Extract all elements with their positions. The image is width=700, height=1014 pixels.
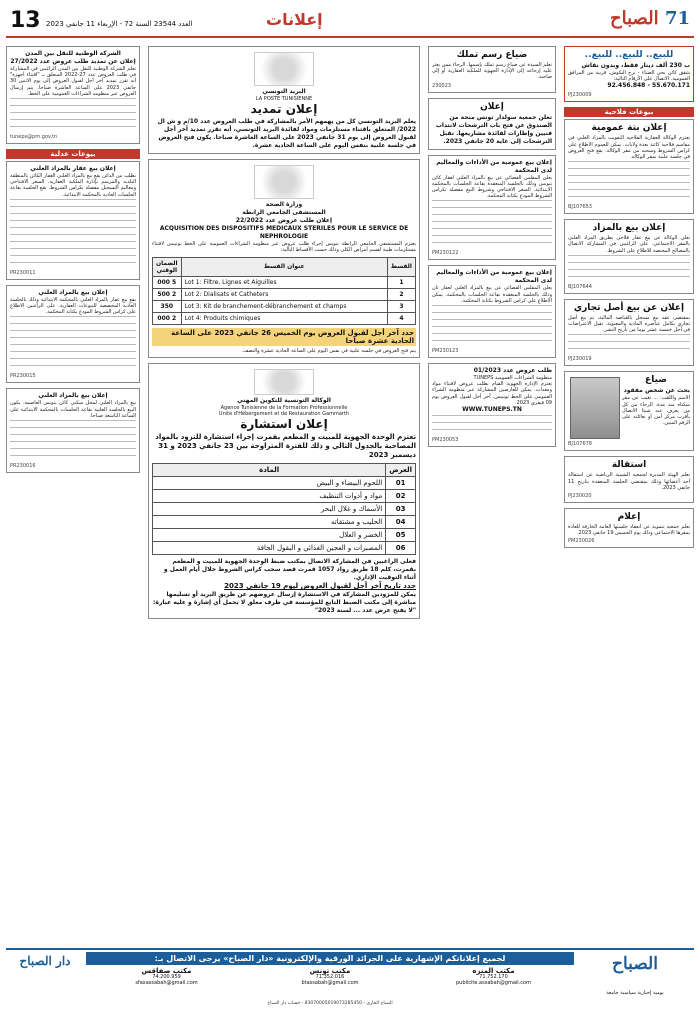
masthead-name: الصباح <box>610 8 659 29</box>
tourism-col-offer: العرض <box>386 464 416 477</box>
ad-judicial-3-title: إعلان بيع بالمزاد العلني <box>38 392 108 400</box>
ad-farm-1-title: إعلان بتة عمومية <box>591 123 667 134</box>
column-1 <box>564 46 694 553</box>
table-row: 05 الخضر و الغلال <box>153 529 416 542</box>
ministry-body: يعتزم المستشفى الجامعي الرابطة بتونس إجراء طلب عروض عبر منظومة الشراءات العمومية على الخط تونيبس لاقتناء مستلزمات طبية لقسم أمراض الكلى وذلك حسب الأقساط التالية: <box>152 241 416 254</box>
ad-notice-body: تعلم جمعية تنموية عن انعقاد جلستها العامة الخارقة للعادة بمقرها الاجتماعي وذلك يوم الخميس 19 جانفي 2023. <box>568 524 690 537</box>
office-email: sfaxassabah@gmail.com <box>135 980 198 986</box>
ad-judicial-3-body: بيع بالمزاد العلني لمحل سكني كائن بتونس العاصمة. يكون البيع بالجلسة العلنية بقاعة الجلسات بالمحكمة الابتدائية على الساعة التاسعة صباحا. <box>10 400 136 419</box>
poste-org-fr: LA POSTE TUNISIENNE <box>255 96 313 102</box>
ad-farm-2-title: إعلان بيع بالمزاد <box>592 223 666 234</box>
tourism-deadline: حدد تاريخ آخر أجل لقبول العروض ليوم 19 جانفي 2023 <box>224 582 416 591</box>
atfp-logo <box>254 369 314 395</box>
republic-emblem <box>254 165 314 199</box>
ad-company-heading: إعلان عن تمديد طلب عروض عدد 27/2022 <box>10 58 136 65</box>
ad-resignation-ref: PJ230020 <box>568 493 592 500</box>
ad-judicial-3 <box>6 388 140 473</box>
office-tunis <box>249 968 410 986</box>
ad-auction-1-body: يعلن المقلس القضائي عن بيع بالمزاد العلني لعقار كائن بتونس وذلك بالجلسة المنعقدة بقاعة الجلسات بالمحكمة الابتدائية. السعر الافتتاحي وشروط البيع مفصلة بكراس الشروط المودع بكتابة المحكمة. <box>432 174 552 200</box>
tourism-org-fr: Agence Tunisienne de la Formation Professionnelle <box>220 404 348 411</box>
ad-judicial-2-body: يقع بيع عقار بالمزاد العلني بالمحكمة الابتدائية وذلك بالجلسة العادية المخصصة للبيوعات العقارية. على الراغبين الاطلاع على كراس الشروط المودع بكتابة المحكمة. <box>10 296 136 316</box>
ad-tender-body: تعتزم الإدارة الجهوية القيام بطلب عروض لاقتناء مواد ومعدات. يمكن للعارضين المشاركة عبر منظومة الشراء العمومي على الخط تونيبس. آخر أجل لقبول العروض يوم 09 فيفري 2023. <box>432 381 552 406</box>
office-sfax <box>86 968 247 986</box>
ad-sale-body: شقق كائن بحي الضياء - برج البكوش، قريبة من المرافق العمومية. الاتصال على الأرقام التالية: <box>568 70 690 83</box>
ad-association-body: تعلن جمعية سولدار تونس منحة من الصندوق عن فتح باب الترشحات لانتداب فنيين وإطارات لفائدة مشاريعها. تقبل الترشحات إلى غاية 20 جانفي 2023. <box>435 113 552 145</box>
poste-org-ar: البريد التونسي <box>262 88 306 95</box>
ad-notice-ref: PM230026 <box>568 538 595 545</box>
poste-logo <box>254 52 314 86</box>
ad-sale-ref: PJ230009 <box>568 92 592 99</box>
issue-meta: العدد 23544 السنة 72 - الإربعاء 11 جانفي 2023 <box>46 20 193 28</box>
ad-farm-2-ref: BJ107644 <box>568 283 592 290</box>
ad-farm-3-title: إعلان عن بيع أصل تجاري <box>573 302 685 313</box>
table-row: 3 Lot 3: Kit de branchement-débranchement et champs 350 <box>153 300 416 312</box>
ad-poste <box>148 46 420 154</box>
tourism-items-table <box>152 463 416 555</box>
ad-missing-subtitle: بحث عن شخص مفقود <box>623 387 690 395</box>
column-2 <box>428 46 556 452</box>
office-name: مكتب صفاقس <box>141 967 192 975</box>
ad-judicial-3-ref: PR230016 <box>10 463 36 470</box>
ad-company-title: الشركة الوطنية للنقل بين المدن <box>25 50 121 57</box>
footer-account: الصباح الجاري - 83070005019073285450 - حساب دار الصباح <box>267 1001 393 1006</box>
table-row: 03 الأسماك و غلال البحر <box>153 503 416 516</box>
ad-judicial-1-title: إعلان بيع عقار بالمزاد العلني <box>30 165 116 173</box>
ad-judicial-1 <box>6 161 140 280</box>
footer-logo-assabah: الصباح <box>612 954 658 974</box>
ad-judicial-1-ref: PR230011 <box>10 269 36 276</box>
page-footer <box>6 948 694 1006</box>
office-phone: 74.200.959 <box>152 974 181 980</box>
ministry-org: وزارة الصحة <box>265 201 303 209</box>
ad-auction-2 <box>428 265 556 358</box>
table-row: 02 مواد و أدوات التنظيف <box>153 490 416 503</box>
tourism-col-item: المادة <box>153 464 386 477</box>
section-title: إعلانات <box>266 10 323 29</box>
tourism-title: إعلان استشارة <box>240 417 328 432</box>
ad-farm-3-ref: PJ230019 <box>568 356 592 363</box>
office-phone: 71.352.016 <box>315 974 345 980</box>
tourism-org-ar: الوكالة التونسية للتكوين المهني <box>237 396 331 404</box>
page-number: 13 <box>10 8 41 33</box>
ad-auction-2-ref: PM230123 <box>432 348 459 355</box>
table-row: 01 اللحوم البيضاء و البيض <box>153 477 416 490</box>
ad-resignation-title: استقالة <box>611 460 647 471</box>
ad-tourism <box>148 363 420 619</box>
masthead-logo <box>610 8 690 29</box>
ad-notice <box>564 508 694 548</box>
ministry-subject-fr: ACQUISITION DES DISPOSITIFS MEDICAUX STERILES POUR LE SERVICE DE NEPHROLOGIE <box>159 225 409 241</box>
ad-farm-1-body: تعتزم الوكالة العقارية الفلاحية التفويت بالمزاد العلني في مقاسم فلاحية كائنة بعدة ولايات. يمكن للعموم الاطلاع على كراس الشروط وسحبه من مقر الوكالة. يقع فتح العروض في جلسة علنية بمقر الوكالة. <box>568 135 690 161</box>
ad-tender-heading: طلب عروض عدد 01/2023 <box>473 367 552 375</box>
ad-loss <box>428 46 556 93</box>
ad-resignation <box>564 456 694 503</box>
table-row: 1 Lot 1: Filtre, Lignes et Aiguilles 5 000 <box>153 276 416 288</box>
ad-tender-ref: PM230053 <box>432 437 459 444</box>
ad-tender <box>428 363 556 447</box>
lots-col-lot: القسط <box>387 257 415 276</box>
tourism-after: فعلى الراغبين في المشاركة الاتصال بمكتب ضبط الوحدة الجهوية للمبيت و المطعم بقمرت، كلم 18 طريق رواد 1057 قمرت قصد سحب كراس الشروط خلال أيام العمل و أثناء التوقيت الإداري. <box>163 558 416 582</box>
office-phone: 71.752.170 <box>479 974 508 980</box>
ad-auction-1-ref: PM230122 <box>432 250 459 257</box>
ministry-lots-table <box>152 257 416 325</box>
ad-loss-body: تعلم السيدة عن ضياع رسم تملك بإسمها. الرجاء ممن يعثر عليه إرجاعه إلى الإدارة الجهوية للملكية العقارية أو إلى صاحبه. <box>432 62 552 81</box>
ad-judicial-1-body: بطلب من الدائن يقع بيع بالمزاد العلني العقار الكائن بالمنطقة البلدية والمرسم بإدارة الملكية العقارية. السعر الافتتاحي ومعاليم التسجيل مفصلة بكراس الشروط. تقع الجلسة بقاعة الجلسات العادية بالمحكمة الابتدائية. <box>10 173 136 198</box>
office-email: publicite.assabah@gmail.com <box>456 980 531 986</box>
ad-company-body: تعلم الشركة الوطنية للنقل بين المدن الراغبين في المشاركة في طلب العروض عدد 27-2022 المتعلق بـ "اقتناء أجهزة" أنه تقرر تمديد آخر أجل لقبول العروض إلى يوم الاثنين 30 جانفي 2023 على الساعة العاشرة صباحا. يتم إرسال العروض عبر منظومة الشراءات العمومية على الخط. <box>10 66 136 97</box>
ad-farm-1-ref: BJ107653 <box>568 204 592 211</box>
ad-auction-1 <box>428 155 556 261</box>
ad-sale-title: للبيع.. للبيع.. للبيع.. <box>584 50 674 60</box>
ad-tender-site: WWW.TUNEPS.TN <box>462 406 522 414</box>
office-email: btassabah@gmail.com <box>301 980 359 986</box>
footer-banner: لجميع إعلاناتكم الإشهارية على الجرائد الورقية والإلكترونية «دار الصباح» يرجى الاتصال بـ: <box>86 952 574 965</box>
ad-sale-phones: 55.670.171 - 92.456.848 <box>607 82 690 90</box>
ministry-footer: يتم فتح العروض في جلسة علنية في نفس اليوم على الساعة الحادية عشرة والنصف. <box>241 347 416 354</box>
table-row: 4 Lot 4: Produits chimiques 2 000 <box>153 312 416 324</box>
table-row: 04 الحليب و مشتقاته <box>153 516 416 529</box>
ad-poste-title: إعلان تمديد <box>250 102 318 117</box>
ad-missing-body: الاسم واللقب: ... تغيب عن مقر سكناه منذ مدة. الرجاء من كل من يعرف عنه شيئا الاتصال بأقرب مركز أمن أو بعائلته على الرقم المبين. <box>622 395 690 427</box>
section-banner-judicial: بيوعات عدلية <box>6 149 140 159</box>
missing-person-photo <box>570 377 620 439</box>
ad-farm-3 <box>564 299 694 367</box>
ad-tender-sub: منظومة الشراءات العمومية TUNEPS <box>473 375 552 382</box>
ad-auction-1-heading: إعلان بيع عمومية من الأداءات والمعاليم لدى المحكمة <box>436 158 552 174</box>
column-4 <box>6 46 140 478</box>
ad-missing <box>564 371 694 451</box>
footer-offices <box>86 968 574 986</box>
ad-farm-2-body: تعلن الوكالة عن بيع عقار فلاحي بطريق المزاد العلني بالمقر الاجتماعي. على الراغبين في المشاركة الاتصال بالمصالح المختصة للاطلاع على الشروط. <box>568 235 690 254</box>
ad-judicial-2-title: إعلان بيع بالمزاد العلني <box>38 288 108 296</box>
ad-missing-ref: BJ107678 <box>568 441 592 448</box>
footer-tagline: يومية إخبارية سياسية جامعة <box>606 990 664 996</box>
ad-company-email: tuneps@pm.gov.tn <box>10 134 58 141</box>
tourism-body: تعتزم الوحدة الجهوية للمبيت و المطعم بقمرت إجراء استشارة للتزود بالمواد المصاحبة بالجدول التالي و ذلك للفترة المتراوحة بين 23 جانفي 2023 و 31 ديسمبر 2023 <box>155 433 416 460</box>
office-name: مكتب تونس <box>309 967 351 975</box>
ad-sale-price: ب 230 ألف دينار فقط، وبدون نقاش <box>581 62 690 69</box>
ad-sale <box>564 46 694 102</box>
tourism-unit-fr: Unité d'Hébergement et de Restauration Gammarth <box>218 411 350 418</box>
ad-loss-ref: 230023 <box>432 82 452 89</box>
ad-missing-title: ضياع <box>645 375 667 386</box>
office-name: مكتب المنزه <box>472 967 515 975</box>
footer-logo-dar-assabah: دار الصباح <box>19 954 71 968</box>
lots-col-amount: الضمان الوقتي <box>153 257 182 276</box>
ad-judicial-2-ref: PR230015 <box>10 373 36 380</box>
ministry-hospital: المستشفى الجامعي الرابطة <box>242 209 326 217</box>
ad-loss-title: ضياع رسم تملك <box>456 50 528 60</box>
column-3 <box>148 46 420 624</box>
ministry-deadline: حدد آخر أجل لقبول العروض يوم الخميس 26 جانفي 2023 على الساعة الحادية عشرة صباحا <box>152 328 416 346</box>
ad-resignation-body: تعلم الهيئة المديرة لجمعية الشبيبة الرياضية عن استقالة أحد أعضائها وذلك بمقتضى الجلسة المنعقدة بتاريخ 11 جانفي 2023. <box>568 472 690 491</box>
masthead-number: 71 <box>664 8 690 29</box>
ad-farm-1 <box>564 119 694 214</box>
ad-ministry <box>148 159 420 358</box>
office-menzah <box>413 968 574 986</box>
ad-notice-title: إعلام <box>617 512 641 523</box>
ad-association-title: إعلان <box>480 101 504 112</box>
ad-auction-2-heading: إعلان بيع عمومية من الأداءات والمعاليم لدى المحكمة <box>436 269 552 285</box>
ad-farm-3-body: بمقتضى عقد بيع مسجل بالقباضة المالية، تم بيع أصل تجاري بكامل عناصره المادية والمعنوية. تقبل الاعتراضات في أجل خمسة عشر يوما من تاريخ النشر. <box>568 314 690 334</box>
ad-poste-body: يعلم البريد التونسي كل من يهمهم الأمر بالمشاركة في طلب العروض عدد 10/م و ش ال 2022/ المتعلق باقتناء مستلزمات ومواد لفائدة البريد التونسي، أنه تقرر تمديد آخر أجل لقبول العروض إلى يوم 31 جانفي 2023 على الساعة العاشرة صباحا. يكون فتح العروض في جلسة علنية بنفس اليوم على الساعة الحادية عشرة. <box>157 118 416 150</box>
ad-association <box>428 98 556 150</box>
ad-auction-2-body: يعلن المقلس القضائي عن بيع بالمزاد العلني لعقار ثان وذلك بالجلسة المنعقدة بقاعة الجلسات بالمحكمة. يمكن الاطلاع على كراس الشروط بكتابة المحكمة. <box>432 285 552 304</box>
lots-col-label: عنوان القسط <box>181 257 387 276</box>
section-banner-farm: بيوعات فلاحية <box>564 107 694 117</box>
ad-judicial-2 <box>6 285 140 384</box>
table-row: 2 Lot 2: Dialisats et Catheters 2 500 <box>153 288 416 300</box>
ad-farm-2 <box>564 219 694 294</box>
ad-company <box>6 46 140 144</box>
ministry-heading: إعلان طلب عروض عدد 22/2022 <box>235 217 333 225</box>
tourism-closing: يمكن للمزودين المشاركة في الاستشارة إرسال عروضهم عن طريق البريد أو تسليمها مباشرة إلى مكتب الضبط التابع للمؤسسة في ظرف مغلق لا يحمل أي إشارة و عليه عبارة: "لا يفتح عرض عدد ... لسنة 2023" <box>153 591 416 615</box>
page-header <box>6 6 694 38</box>
table-row: 06 المصبرات و العجين الغذائي و البقول الجافة <box>153 542 416 555</box>
